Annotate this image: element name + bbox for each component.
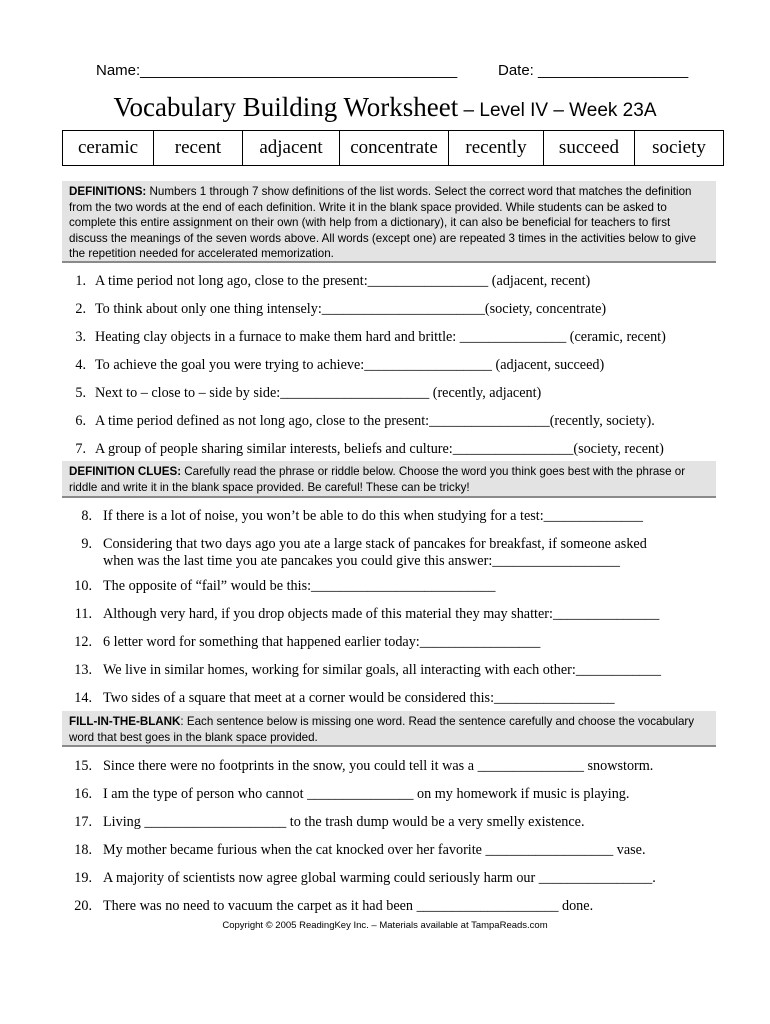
question-number: 12. xyxy=(74,634,92,650)
question-text-continued: when was the last time you ate pancakes you could give this answer:__________________ xyxy=(103,553,620,569)
question-number: 7. xyxy=(75,441,86,457)
question-text: To think about only one thing intensely:_______________________(society, concentrate) xyxy=(95,301,607,317)
question-text: We live in similar homes, working for similar goals, all interacting with each other:____________ xyxy=(103,662,661,678)
fill-in-the-blank-instructions xyxy=(62,711,716,747)
question-number: 18. xyxy=(74,842,92,858)
question-number: 10. xyxy=(74,578,92,594)
header-row xyxy=(96,62,700,84)
question-text: A time period not long ago, close to the present:_________________ (adjacent, recent) xyxy=(95,273,591,289)
question-text: Heating clay objects in a furnace to make them hard and brittle: _______________ (ceramic, recent) xyxy=(95,329,666,345)
question-number: 1. xyxy=(75,273,86,289)
question-number: 8. xyxy=(81,508,92,524)
fill-in-the-blank-body: : Each sentence below is missing one word. Read the sentence carefully and choose the vocabulary word that best goes in the blank space provided. xyxy=(69,715,695,744)
name-field[interactable]: Name:______________________________________ xyxy=(96,62,458,79)
definition-clues-heading: DEFINITION CLUES: xyxy=(69,465,182,478)
question-number: 14. xyxy=(74,690,92,706)
page-title xyxy=(0,92,770,123)
question-text: Considering that two days ago you ate a large stack of pancakes for breakfast, if someone asked xyxy=(103,536,647,552)
question-text: To achieve the goal you were trying to achieve:__________________ (adjacent, succeed) xyxy=(95,357,605,373)
definition-clues-body: Carefully read the phrase or riddle below. Choose the word you think goes best with the phrase or riddle and write it in the blank space provided. Be careful! These can be tricky! xyxy=(69,465,686,494)
question-number: 5. xyxy=(75,385,86,401)
question-text: A majority of scientists now agree global warming could seriously harm our ________________. xyxy=(103,870,656,886)
question-text: The opposite of “fail” would be this:__________________________ xyxy=(103,578,496,594)
copyright-footer: Copyright © 2005 ReadingKey Inc. – Materials available at TampaReads.com xyxy=(222,920,548,931)
question-number: 9. xyxy=(81,536,92,552)
word-cell: succeed xyxy=(544,131,635,166)
question-number: 17. xyxy=(74,814,92,830)
question-text: My mother became furious when the cat knocked over her favorite __________________ vase. xyxy=(103,842,646,858)
title-main: Vocabulary Building Worksheet xyxy=(113,92,459,122)
word-cell: concentrate xyxy=(340,131,449,166)
question-number: 4. xyxy=(75,357,86,373)
date-field[interactable]: Date: __________________ xyxy=(498,62,689,79)
question-text: A group of people sharing similar interests, beliefs and culture:_________________(society, recent) xyxy=(95,441,664,457)
question-number: 2. xyxy=(75,301,86,317)
fill-in-the-blank-heading: FILL-IN-THE-BLANK xyxy=(69,715,181,728)
word-cell: adjacent xyxy=(243,131,340,166)
definitions-instructions xyxy=(62,181,716,263)
question-text: 6 letter word for something that happened earlier today:_________________ xyxy=(103,634,541,650)
question-text: There was no need to vacuum the carpet as it had been ____________________ done. xyxy=(103,898,594,914)
question-text: Next to – close to – side by side:_____________________ (recently, adjacent) xyxy=(95,385,542,401)
word-cell: ceramic xyxy=(63,131,154,166)
vocabulary-word-list xyxy=(62,130,724,166)
definitions-heading: DEFINITIONS: xyxy=(69,185,147,198)
question-number: 11. xyxy=(74,606,92,622)
definition-clues-instructions xyxy=(62,461,716,498)
question-number: 3. xyxy=(75,329,86,345)
question-text: I am the type of person who cannot _______________ on my homework if music is playing. xyxy=(103,786,630,802)
question-number: 19. xyxy=(74,870,92,886)
question-number: 16. xyxy=(74,786,92,802)
title-level: – Level IV – Week 23A xyxy=(458,100,657,121)
definitions-body: Numbers 1 through 7 show definitions of the list words. Select the correct word that matches the definition from the two words at the end of each definition. Write it in the blank space provided. While students can be asked to complete this entire assignment on their own (with help from a dictionary), it can also be beneficial for teachers to first discuss the meanings of the seven words above. All words (except one) are repeated 3 times in the activities below to give the repetition needed for accelerated memorization. xyxy=(69,185,697,260)
question-text: A time period defined as not long ago, close to the present:_________________(recently, society). xyxy=(95,413,655,429)
question-number: 6. xyxy=(75,413,86,429)
word-cell: society xyxy=(635,131,724,166)
question-text: Two sides of a square that meet at a corner would be considered this:_________________ xyxy=(103,690,615,706)
word-cell: recently xyxy=(449,131,544,166)
question-text: If there is a lot of noise, you won’t be able to do this when studying for a test:______________ xyxy=(103,508,643,524)
question-text: Living ____________________ to the trash dump would be a very smelly existence. xyxy=(103,814,585,830)
question-text: Although very hard, if you drop objects made of this material they may shatter:_______________ xyxy=(103,606,660,622)
word-cell: recent xyxy=(154,131,243,166)
question-number: 20. xyxy=(74,898,92,914)
question-text: Since there were no footprints in the snow, you could tell it was a _______________ snowstorm. xyxy=(103,758,654,774)
question-number: 15. xyxy=(74,758,92,774)
question-number: 13. xyxy=(74,662,92,678)
